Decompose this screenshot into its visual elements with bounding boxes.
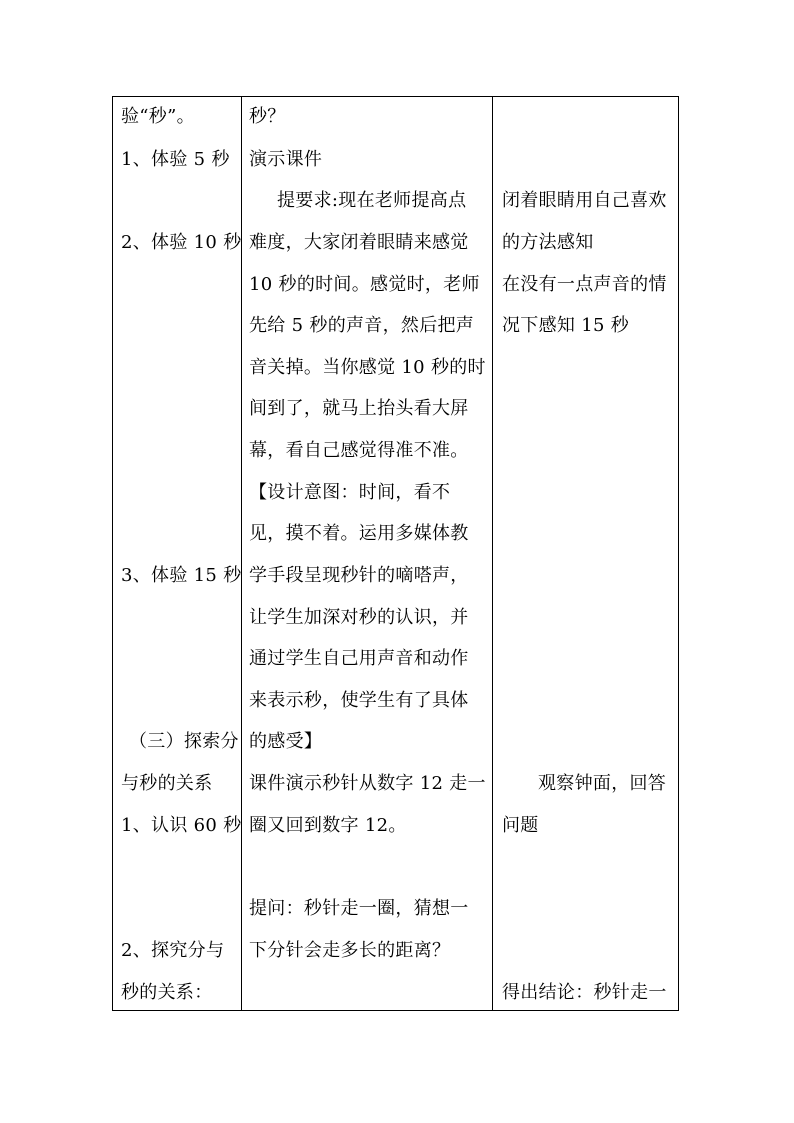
col2-text: 【设计意图：时间，看不: [249, 482, 451, 503]
col2-text: 幕，看自己感觉得准不准。: [249, 440, 469, 461]
col2-text: 学手段呈现秒针的嘀嗒声，: [249, 565, 469, 586]
col2-text: 难度，大家闭着眼睛来感觉: [249, 232, 469, 253]
col2-text: 提要求:现在老师提高点: [277, 190, 467, 211]
col3-text: 得出结论：秒针走一: [502, 982, 667, 1003]
col1-text: 2、体验 10 秒: [121, 232, 242, 253]
col2-text: 演示课件: [249, 149, 323, 170]
col2-text: 提问：秒针走一圈，猜想一: [249, 898, 469, 919]
col2-text: 圈又回到数字 12。: [249, 815, 407, 836]
col1-text: （三）探索分: [129, 731, 239, 752]
col3-text: 在没有一点声音的情: [502, 274, 667, 295]
col2-text: 10 秒的时间。感觉时，老师: [249, 274, 480, 295]
col1-text: 3、体验 15 秒: [121, 565, 242, 586]
col1-text: 2、探究分与: [121, 940, 225, 961]
col1-text: 验“秒”。: [121, 106, 195, 127]
col3-text: 的方法感知: [502, 232, 594, 253]
col2-text: 通过学生自己用声音和动作: [249, 648, 469, 669]
col1-text: 与秒的关系: [121, 773, 213, 794]
col2-text: 秒？: [249, 106, 286, 127]
col2-text: 先给 5 秒的声音，然后把声: [249, 315, 475, 336]
col2-text: 让学生加深对秒的认识，并: [249, 607, 469, 628]
col3-text: 问题: [502, 815, 539, 836]
col3-text: 闭着眼睛用自己喜欢: [502, 190, 667, 211]
col1-text: 1、体验 5 秒: [121, 149, 230, 170]
col2-text: 见，摸不着。运用多媒体教: [249, 523, 469, 544]
col2-text: 间到了，就马上抬头看大屏: [249, 398, 469, 419]
col2-text: 来表示秒，使学生有了具体: [249, 690, 469, 711]
col3-text: 观察钟面，回答: [538, 773, 667, 794]
col2-text: 音关掉。当你感觉 10 秒的时: [249, 357, 486, 378]
column-divider-2: [492, 97, 493, 1010]
col3-text: 况下感知 15 秒: [502, 315, 630, 336]
col2-text: 的感受】: [249, 731, 323, 752]
col1-text: 秒的关系：: [121, 982, 213, 1003]
col2-text: 下分针会走多长的距离？: [249, 940, 451, 961]
col2-text: 课件演示秒针从数字 12 走一: [249, 773, 486, 794]
col1-text: 1、认识 60 秒: [121, 815, 242, 836]
